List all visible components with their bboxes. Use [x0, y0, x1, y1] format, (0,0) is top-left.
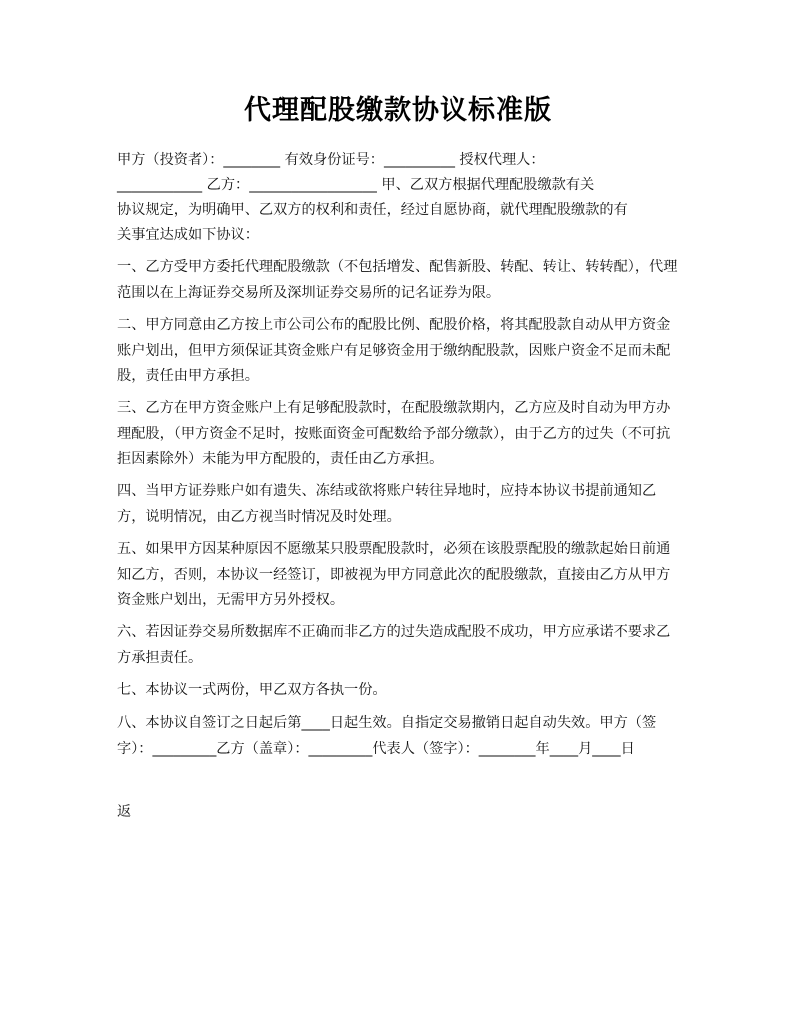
clause-5: 五、如果甲方因某种原因不愿缴某只股票配股款时，必须在该股票配股的缴款起始日前通知乙方，否则，本协议一经签订，即被视为甲方同意此次的配股缴款，直接由乙方从甲方资金账户划出，无需甲方另外授权。 — [117, 541, 671, 608]
clause-7: 七、本协议一式两份，甲乙双方各执一份。 — [117, 682, 387, 698]
document-title: 代理配股缴款协议标准版 — [244, 95, 552, 126]
intro-line: 关事宜达成如下协议： — [117, 227, 259, 243]
clause-4: 四、当甲方证券账户如有遗失、冻结或欲将账户转往异地时，应持本协议书提前通知乙方，说明情况，由乙方视当时情况及时处理。 — [117, 483, 657, 525]
intro-line: 甲方（投资者）：________ 有效身份证号：__________ 授权代理人： — [117, 152, 545, 168]
clause-2: 二、甲方同意由乙方按上市公司公布的配股比例、配股价格，将其配股款自动从甲方资金账户划出，但甲方须保证其资金账户有足够资金用于缴纳配股款，因账户资金不足而未配股，责任由甲方承担。 — [117, 317, 671, 384]
clause-8: 八、本协议自签订之日起后第____日起生效。自指定交易撤销日起自动失效。甲方（签字）：_________乙方（盖章）：_________代表人（签字）：________年____月____日 — [117, 715, 657, 757]
clause-6: 六、若因证券交易所数据库不正确而非乙方的过失造成配股不成功，甲方应承诺不要求乙方承担责任。 — [117, 624, 671, 666]
footer-text: 返 — [117, 804, 132, 820]
intro-line: ____________ 乙方：__________________ 甲、乙双方根据代理配股缴款有关 — [117, 177, 595, 193]
clause-3: 三、乙方在甲方资金账户上有足够配股款时，在配股缴款期内，乙方应及时自动为甲方办理配股，（甲方资金不足时，按账面资金可配数给予部分缴款），由于乙方的过失（不可抗拒因素除外）未能为甲方配股的，责任由乙方承担。 — [117, 400, 671, 467]
intro-line: 协议规定，为明确甲、乙双方的权利和责任，经过自愿协商，就代理配股缴款的有 — [117, 202, 628, 218]
clause-1: 一、乙方受甲方委托代理配股缴款（不包括增发、配售新股、转配、转让、转转配），代理范围以在上海证券交易所及深圳证券交易所的记名证券为限。 — [117, 259, 678, 301]
